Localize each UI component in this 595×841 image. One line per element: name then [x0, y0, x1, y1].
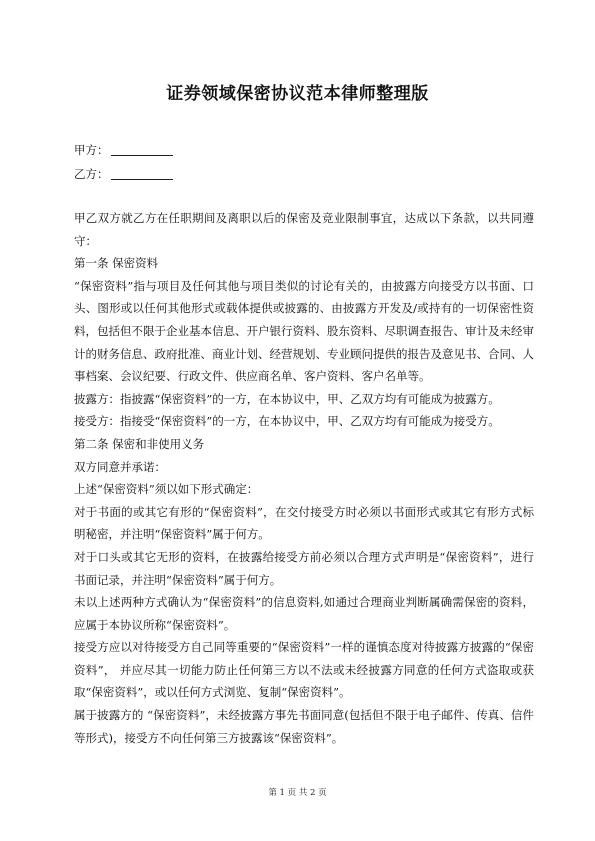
intro-paragraph: 甲乙双方就乙方在任职期间及离职以后的保密及竞业限制事宜，达成以下条款，以共同遵守： — [74, 211, 534, 248]
body-paragraph: 对于书面的或其它有形的“保密资料”，在交付接受方时必须以书面形式或其它有形方式标明秘密，并注明“保密资料”属于何方。 — [74, 504, 534, 542]
document-title: 证券领域保密协议范本律师整理版 — [166, 84, 429, 104]
party-a-line — [74, 142, 173, 158]
party-b-label: 乙方： — [74, 167, 109, 181]
body-paragraph: “保密资料”指与项目及任何其他与项目类似的讨论有关的，由披露方向接受方以书面、口头、图形或以任何其他形式或载体提供或披露的、由披露方开发及/或持有的一切保密性资料，包括但不限于企业基本信息、开户银行资料、股东资料、尽职调查报告、审计及未经审计的财务信息、政府批准、商业计划、经营规划、专业顾问提供的报告及意见书、合同、人事档案、会议纪要、行政文件、供应商名单、客户资料、客户名单等。 — [74, 278, 534, 384]
article-heading: 第二条 保密和非使用义务 — [74, 436, 205, 451]
body-paragraph: 未以上述两种方式确认为“保密资料”的信息资料,如通过合理商业判断属确需保密的资料，应属于本协议所称“保密资料”。 — [74, 595, 534, 632]
body-paragraph: 上述“保密资料”须以如下形式确定： — [74, 482, 259, 497]
party-b-blank — [111, 167, 173, 180]
document-body — [74, 207, 534, 749]
body-paragraph: 接受方：指接受“保密资料”的一方，在本协议中，甲、乙双方均有可能成为接受方。 — [74, 414, 500, 429]
body-paragraph: 接受方应以对待接受方自己同等重要的“保密资料”一样的谨慎态度对待披露方披露的“保密资料”， 并应尽其一切能力防止任何第三方以不法或未经披露方同意的任何方式盗取或获取“保密资料”，或以任何方式浏览、复制“保密资料”。 — [74, 640, 534, 700]
article-heading: 第一条 保密资料 — [74, 256, 159, 271]
page-footer: 第 1 页 共 2 页 — [268, 788, 327, 798]
body-paragraph: 对于口头或其它无形的资料，在披露给接受方前必须以合理方式声明是“保密资料”，进行书面记录，并注明“保密资料”属于何方。 — [74, 549, 534, 587]
body-paragraph: 属于披露方的 “保密资料”，未经披露方事先书面同意(包括但不限于电子邮件、传真、信件等形式)，接受方不向任何第三方披露该“保密资料”。 — [74, 708, 534, 745]
body-paragraph: 披露方：指披露“保密资料”的一方，在本协议中，甲、乙双方均有可能成为披露方。 — [74, 391, 500, 406]
party-a-label: 甲方： — [74, 143, 109, 157]
body-paragraph: 双方同意并承诺： — [74, 459, 166, 474]
party-b-line — [74, 166, 173, 182]
party-a-blank — [111, 143, 173, 156]
